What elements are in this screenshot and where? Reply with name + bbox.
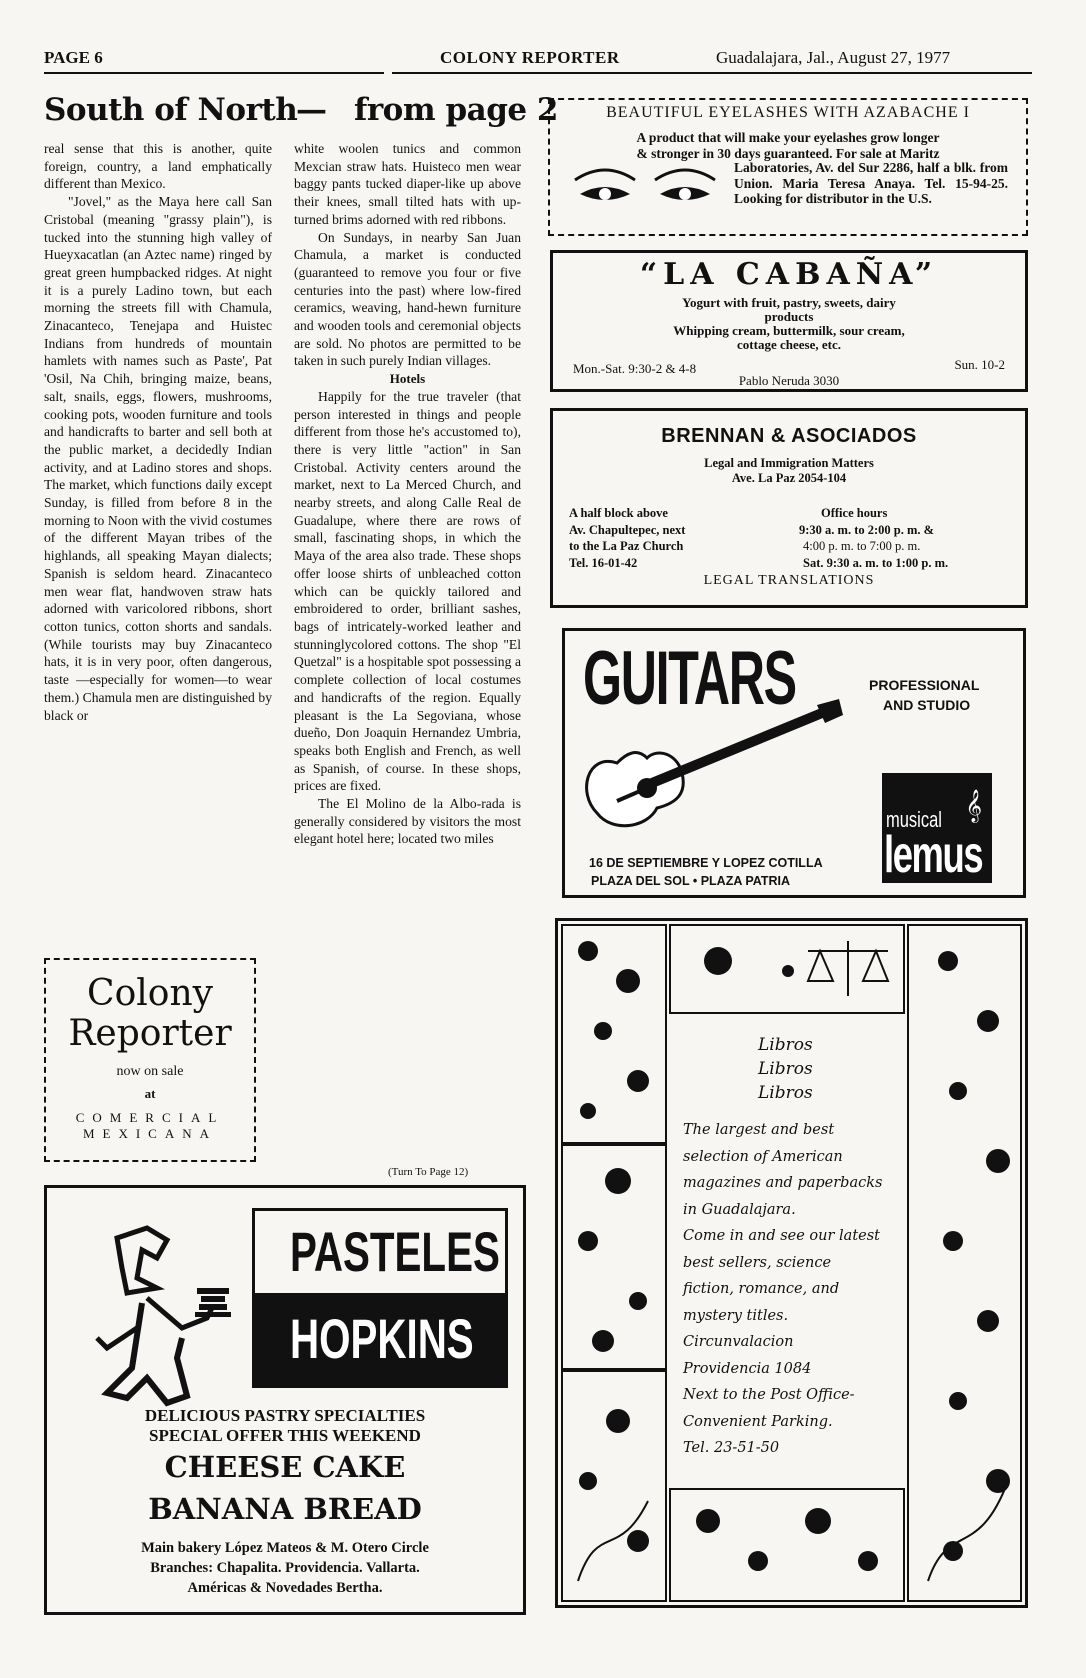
brennan-location-3: to the La Paz Church <box>569 539 684 553</box>
ad-pasteles-hopkins <box>44 1185 526 1615</box>
subhead-hotels: Hotels <box>389 371 426 387</box>
pasteles-item-bananabread: BANANA BREAD <box>148 1492 422 1526</box>
guitars-address-1: 16 DE SEPTIEMBRE Y LOPEZ COTILLA <box>589 856 823 870</box>
libros-address-3: Next to the Post Office- <box>683 1387 855 1403</box>
ad-guitars-lemus <box>562 628 1026 898</box>
libros-text-7: fiction, romance, and <box>683 1281 840 1297</box>
colony-at: at <box>144 1086 156 1101</box>
libros-body <box>683 1117 903 1462</box>
brennan-hours-1: 9:30 a. m. to 2:00 p. m. & <box>799 522 935 537</box>
pasteles-brand-bottom <box>255 1293 505 1385</box>
ad-la-cabana <box>550 250 1028 392</box>
eyelash-body: Laboratories, Av. del Sur 2286, half a blk. from Union. Maria Teresa Anaya. Tel. 15-94-25. Looking for distributor in the U.S. <box>734 160 1008 206</box>
eyes-icon <box>570 160 720 216</box>
brennan-hours-2: 4:00 p. m. to 7:00 p. m. <box>803 539 921 553</box>
libros-heading <box>758 1033 813 1105</box>
baker-illustration-icon <box>87 1218 237 1408</box>
headline-right: from page 2 <box>354 92 558 128</box>
libros-address-2: Providencia 1084 <box>683 1360 812 1377</box>
libros-text-4: in Guadalajara. <box>683 1201 796 1218</box>
colony-store-2: MEXICANA <box>82 1126 218 1141</box>
colony-title-2: Reporter <box>68 1013 232 1054</box>
header-rule-left <box>44 72 384 74</box>
brennan-hours-title: Office hours <box>821 506 888 520</box>
pasteles-address-1: Main bakery López Mateos & M. Otero Circle <box>141 1540 429 1556</box>
dateline: Guadalajara, Jal., August 27, 1977 <box>716 48 951 67</box>
brennan-title: BRENNAN & ASOCIADOS <box>661 425 917 447</box>
article-paragraph: "Jovel," as the Maya here call San Cristobal (meaning "grassy plain"), is tucked into the stunning high valley of Hueyxacatlan (an Aztec name) ringed by great green humpbacked ridges. At night it is a purely Ladino town, but each morning the streets fill with Chamula, Zinacanteco, Tenejapa and Huistec Indians from hundreds of mountain hamlets with names such as Paste', Pat 'Osil, Na Chih, bringing maize, beans, salt, snails, eggs, flowers, mushrooms, cooking pots, wooden furniture and tools and handicrafts to barter and sell both at the public market, a decidedly Indian activity, and at Ladino stores and shops. The market, which functions daily except Sunday, is filled from before 8 in the morning to Noon with the vivid costumes of the different Mayan tribes of the highlands, all speaking Mayan dialects; Spanish is seldom heard. Zinacanteco men wear flat, handwoven straw hats adorned with varicolored ribbons, short cotton tunics, cotton shorts and sandals. (While tourists may buy Zinacanteco hats, it is in very poor, often dangerous, taste —especially for women—to wear them.) Chamula men are distinguished by black or <box>44 194 272 723</box>
libros-text-5: Come in and see our latest <box>683 1228 881 1244</box>
eyelash-line-1: A product that will make your eyelashes grow longer <box>636 130 940 145</box>
cabana-line-1: Yogurt with fruit, pastry, sweets, dairy <box>682 295 896 310</box>
ad-brennan-asociados <box>550 408 1028 608</box>
brennan-phone: Tel. 16-01-42 <box>569 555 638 570</box>
logo-lemus: lemus <box>884 826 983 884</box>
libros-text-3: magazines and paperbacks <box>683 1175 883 1191</box>
libros-line-2: Libros <box>758 1059 813 1079</box>
cabana-hours-weekday: Mon.-Sat. 9:30-2 & 4-8 <box>573 361 697 376</box>
brennan-hours-3: Sat. 9:30 a. m. to 1:00 p. m. <box>803 555 949 570</box>
pasteles-logo-box <box>252 1208 508 1388</box>
article-paragraph: real sense that this is another, quite foreign, country, a land emphatically different than Mexico. <box>44 141 272 192</box>
cabana-line-4: cottage cheese, etc. <box>737 337 841 352</box>
eyelash-title: BEAUTIFUL EYELASHES WITH AZABACHE I <box>606 104 970 121</box>
pasteles-item-cheesecake: CHEESE CAKE <box>164 1450 406 1484</box>
brennan-footer: LEGAL TRANSLATIONS <box>703 573 875 588</box>
brennan-subtitle-2: Ave. La Paz 2054-104 <box>731 471 847 485</box>
newspaper-name: COLONY REPORTER <box>440 48 620 67</box>
brennan-location-1: A half block above <box>569 506 668 520</box>
libros-address-1: Circunvalacion <box>683 1334 794 1350</box>
libros-line-1: Libros <box>758 1035 813 1055</box>
article-column-2 <box>294 140 521 1170</box>
brennan-hours <box>799 505 948 571</box>
brennan-location-2: Av. Chapultepec, next <box>569 522 686 537</box>
musical-lemus-logo <box>882 773 992 883</box>
libros-text-1: The largest and best <box>683 1122 835 1138</box>
libros-text-2: selection of American <box>683 1148 843 1165</box>
cabana-line-2: products <box>764 309 814 324</box>
colony-title-1: Colony <box>87 973 213 1014</box>
guitars-side-2: AND STUDIO <box>883 697 971 713</box>
guitars-title: GUITARS <box>583 636 796 721</box>
article-paragraph: On Sundays, in nearby San Juan Chamula, a market is conducted (guaranteed to remove you four or five centuries into the past) where low-fired ceramics, weaving, hand-hewn furniture and wooden tools and ceremonial objects are sold. No photos are permitted to be taken in such purely Indian villages. <box>294 229 521 369</box>
guitars-side-1: PROFESSIONAL <box>869 677 980 693</box>
treble-clef-icon: 𝄞 <box>965 791 982 822</box>
brennan-location <box>569 505 685 571</box>
headline-left: South of North <box>44 92 298 128</box>
article-paragraph: white woolen tunics and common Mexcian straw hats. Huisteco men wear baggy pants tucked diaper-like up above their knees, small tilted hats with up-turned brims adorned with red ribbons. <box>294 141 521 227</box>
colony-store-1: COMERCIAL <box>75 1110 225 1125</box>
libros-line-3: Libros <box>758 1083 813 1103</box>
colony-now-on-sale: now on sale <box>116 1064 184 1079</box>
brennan-subtitle-1: Legal and Immigration Matters <box>704 456 874 470</box>
libros-text-8: mystery titles. <box>683 1307 789 1324</box>
article-paragraph: The El Molino de la Albo-rada is generally considered by visitors the most elegant hotel here; located two miles <box>294 796 521 847</box>
brand-pasteles: PASTELES <box>290 1220 500 1283</box>
libros-address-4: Convenient Parking. <box>683 1413 833 1430</box>
logo-musical: musical <box>886 807 942 832</box>
guitar-icon <box>577 693 847 843</box>
article-paragraph: Happily for the true traveler (that person interested in things and people different from those he's accustomed to), there is very little "action" in San Cristobal. Activity centers around the market, next to La Merced Church, and nearby streets, and along Calle Real de Guadalupe, where there are rows of small, fascinating shops, in which the Maya of the area also trade. These shops offer loose shirts of unbleached cotton which can be quickly tailored and embroidered to order, brilliant sashes, bags of intricately-worked leather and stunninglycolored cottons. The shop "El Quetzal" is a hospitable spot possessing a complete collection of local costumes and handicrafts of the region. Equally pleasant is the La Segoviana, whose dueño, Don Joaquin Hernandez Umbria, speaks both English and French, as well as Spanish, of course. In these shops, prices are fixed. <box>294 388 521 794</box>
pasteles-brand-top <box>255 1211 505 1293</box>
header-rule-right <box>392 72 1032 74</box>
libros-phone: Tel. 23-51-50 <box>683 1440 780 1456</box>
cabana-address: Pablo Neruda 3030 <box>738 373 840 388</box>
ad-eyelashes <box>548 98 1028 236</box>
pasteles-tagline-1: DELICIOUS PASTRY SPECIALTIES <box>144 1406 426 1425</box>
jump-line: (Turn To Page 12) <box>388 1166 469 1178</box>
cabana-title: “LA CABAÑA” <box>639 257 939 292</box>
eyelash-line-2: & stronger in 30 days guaranteed. For sale at Maritz <box>636 146 940 161</box>
cabana-hours-sunday: Sun. 10-2 <box>954 357 1005 372</box>
pasteles-address-3: Américas & Novedades Bertha. <box>187 1580 383 1596</box>
cabana-line-3: Whipping cream, buttermilk, sour cream, <box>673 323 905 338</box>
guitars-address-2: PLAZA DEL SOL • PLAZA PATRIA <box>591 874 791 888</box>
pasteles-address-2: Branches: Chapalita. Providencia. Vallarta. <box>150 1560 420 1576</box>
headline-dash: — <box>296 92 327 128</box>
article-column-1 <box>44 140 272 940</box>
pasteles-tagline-2: SPECIAL OFFER THIS WEEKEND <box>149 1426 421 1445</box>
brand-hopkins: HOPKINS <box>290 1307 474 1370</box>
ad-colony-reporter <box>44 958 256 1162</box>
libros-text-6: best sellers, science <box>683 1254 832 1271</box>
ad-libros <box>555 918 1028 1608</box>
page-number: PAGE 6 <box>44 48 103 67</box>
